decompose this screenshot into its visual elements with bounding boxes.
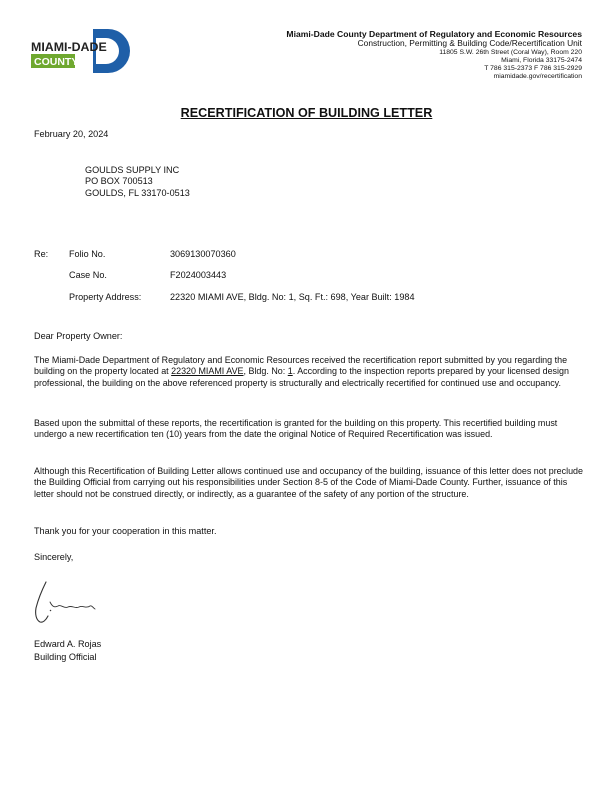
paragraph-1 [34,355,584,389]
property-value: 22320 MIAMI AVE, Bldg. No: 1, Sq. Ft.: 698, Year Built: 1984 [170,292,415,302]
paragraph-1-text-a: The Miami-Dade Department of Regulatory and Economic Resources received the recertification report submitted by you regarding the building on the property located at [34,355,568,377]
letterhead [286,29,582,81]
re-label: Re: [34,249,49,259]
phone-fax: T 786 315-2373 F 786 315-2929 [484,65,582,73]
paragraph-1-text-c: . According to the inspection reports prepared by your licensed design professional, the building on the above referenced property is structurally and electrically recertified for continued use and occupancy. [34,366,569,388]
miami-dade-county-logo [30,26,130,76]
paragraph-2: Based upon the submittal of these reports, the recertification is granted for the building on this property. This recertified building must undergo a new recertification ten (10) years from the date the original Notice of Required Recertification was issued. [34,418,558,440]
case-label: Case No. [69,270,107,280]
address-line-2: Miami, Florida 33175-2474 [501,57,582,65]
signatory-name: Edward A. Rojas [34,639,102,649]
recipient-line-3: GOULDS, FL 33170-0513 [85,187,190,198]
signatory-title: Building Official [34,651,97,662]
handwritten-signature [28,576,108,630]
folio-label: Folio No. [69,249,106,259]
department-name: Miami-Dade County Department of Regulatory and Economic Resources [286,29,582,39]
recipient-line-2: PO BOX 700513 [85,176,153,187]
logo-title: MIAMI-DADE [31,40,107,54]
paragraph-1-address: 22320 MIAMI AVE [171,366,244,377]
signatory [34,638,101,663]
address-line-1: 11805 S.W. 26th Street (Coral Way), Room 220 [439,49,582,57]
paragraph-1-text-b: , Bldg. No: [243,366,288,377]
paragraph-3: Although this Recertification of Building Letter allows continued use and occupancy of the building, issuance of this letter does not preclude the Building Official from carrying out his responsibilities under Section 8-5 of the Code of Miami-Dade County. Further, issuance of this letter should not be construed directly, or indirectly, as a guarantee of the safety of any portion of the structure. [34,466,584,499]
salutation: Dear Property Owner: [34,331,123,341]
case-value: F2024003443 [170,270,227,280]
property-label: Property Address: [69,292,142,302]
unit-name: Construction, Permitting & Building Code/Recertification Unit [357,38,582,49]
paragraph-1-bldg: 1 [287,366,293,377]
logo-subtitle: COUNTY [34,56,79,68]
website: miamidade.gov/recertification [493,73,582,81]
recipient-address [85,165,190,199]
letter-date: February 20, 2024 [34,129,109,139]
recipient-name: GOULDS SUPPLY INC [85,165,180,175]
folio-value: 3069130070360 [170,249,236,259]
thanks-line: Thank you for your cooperation in this matter. [34,526,217,536]
closing: Sincerely, [34,552,74,562]
letter-title: RECERTIFICATION OF BUILDING LETTER [180,106,433,120]
